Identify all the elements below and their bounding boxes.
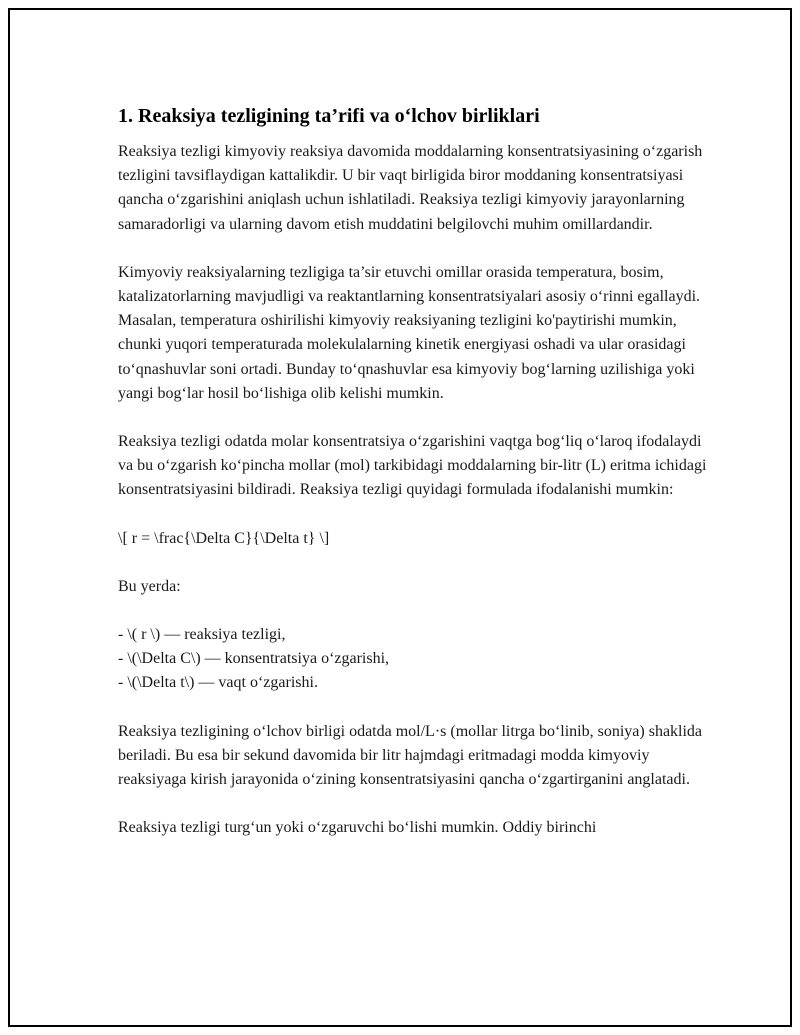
definition-item-time: - \(\Delta t\) — vaqt o‘zgarishi. bbox=[118, 674, 318, 692]
document-page bbox=[8, 8, 792, 1027]
where-label: Bu yerda: bbox=[118, 577, 181, 595]
definition-list bbox=[118, 623, 708, 696]
paragraph-factors: Kimyoviy reaksiyalarning tezligiga ta’sir etuvchi omillar orasida temperatura, bosim, katalizatorlarning mavjudligi va reaktantlarning konsentratsiyalari asosiy o‘rinni egallaydi. Masalan, temperatura oshirilishi kimyoviy reaksiyaning tezligini ko'paytirishi mumkin, chunki yuqori temperaturada molekulalarning kinetik energiyasi oshadi va ular orasidagi to‘qnashuvlar soni ortadi. Bunday to‘qnashuvlar esa kimyoviy bog‘larning uzilishiga yoki yangi bog‘lar hosil bo‘lishiga olib kelishi mumkin. bbox=[118, 263, 701, 402]
rate-formula: \[ r = \frac{\Delta C}{\Delta t} \] bbox=[118, 529, 330, 547]
definition-item-concentration: - \(\Delta C\) — konsentratsiya o‘zgarishi, bbox=[118, 650, 390, 668]
document-content bbox=[118, 103, 708, 864]
section-heading: 1. Reaksiya tezligining ta’rifi va o‘lchov birliklari bbox=[118, 105, 540, 127]
paragraph-units: Reaksiya tezligining o‘lchov birligi odatda mol/L·s (mollar litrga bo‘linib, soniya) shaklida beriladi. Bu esa bir sekund davomida bir litr hajmdagi eritmadagi modda kimyoviy reaksiyaga kirish jarayonida o‘zining konsentratsiyasini qancha o‘zgartirganini anglatadi. bbox=[118, 722, 703, 789]
paragraph-last: Reaksiya tezligi turg‘un yoki o‘zgaruvchi bo‘lishi mumkin. Oddiy birinchi bbox=[118, 819, 597, 837]
paragraph-definition: Reaksiya tezligi kimyoviy reaksiya davomida moddalarning konsentratsiyasining o‘zgarish tezligini tavsiflaydigan kattalikdir. U bir vaqt birligida biror moddaning konsentratsiyasi qancha o‘zgarishini aniqlash uchun ishlatiladi. Reaksiya tezligi kimyoviy jarayonlarning samaradorligi va ularning davom etish muddatini belgilovchi muhim omillardandir. bbox=[118, 143, 703, 233]
definition-item-rate: - \( r \) — reaksiya tezligi, bbox=[118, 626, 286, 644]
paragraph-molar-rate: Reaksiya tezligi odatda molar konsentratsiya o‘zgarishini vaqtga bog‘liq o‘laroq ifodalaydi va bu o‘zgarish ko‘pincha mollar (mol) tarkibidagi moddalarning bir-litr (L) eritma ichidagi konsentratsiyasini bildiradi. Reaksiya tezligi quyidagi formulada ifodalanishi mumkin: bbox=[118, 433, 707, 499]
